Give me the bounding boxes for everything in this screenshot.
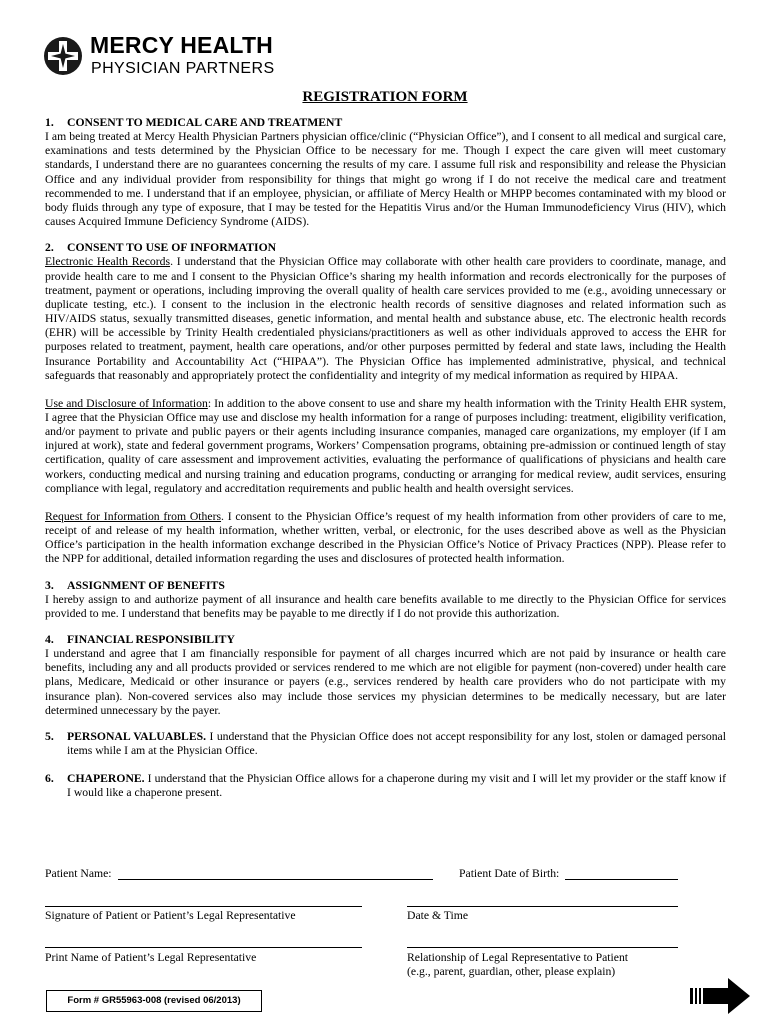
relationship-label: Relationship of Legal Representative to Patient bbox=[407, 951, 629, 964]
print-name-label: Print Name of Patient’s Legal Representative bbox=[45, 951, 257, 964]
mercy-health-logo bbox=[43, 34, 313, 82]
section-number: 4. bbox=[45, 633, 54, 646]
date-time-label: Date & Time bbox=[407, 909, 469, 922]
section-number: 5. bbox=[45, 729, 54, 743]
request-for-information-paragraph bbox=[45, 510, 726, 567]
section-heading: FINANCIAL RESPONSIBILITY bbox=[67, 633, 235, 646]
next-page-arrow-icon[interactable] bbox=[688, 976, 752, 1016]
signature-field[interactable] bbox=[45, 906, 362, 907]
form-title: REGISTRATION FORM bbox=[302, 89, 468, 105]
section-text: I understand that the Physician Office does not accept responsibility for any lost, stolen or damaged personal items while I am at the Physician Office. bbox=[67, 729, 726, 758]
date-of-birth-label: Patient Date of Birth: bbox=[459, 867, 560, 880]
section-text: I understand that the Physician Office allows for a chaperone during my visit and I will let my provider or the staff know if I would like a chaperone present. bbox=[67, 772, 726, 800]
section-assignment-of-benefits bbox=[45, 579, 726, 621]
electronic-health-records-paragraph bbox=[45, 255, 726, 382]
section-heading: ASSIGNMENT OF BENEFITS bbox=[67, 578, 225, 592]
section-heading: CONSENT TO MEDICAL CARE AND TREATMENT bbox=[67, 116, 343, 129]
use-and-disclosure-paragraph bbox=[45, 397, 726, 496]
section-number: 2. bbox=[45, 241, 54, 255]
section-heading: CHAPERONE. bbox=[67, 772, 145, 786]
section-heading: CONSENT TO USE OF INFORMATION bbox=[67, 241, 277, 255]
section-personal-valuables bbox=[45, 730, 726, 758]
paragraph-text: : In addition to the above consent to use and share my health information with the Trinity Health EHR system, I agree that the Physician Office may use and disclose my health information for a range of purposes including: treatment, eligibility verification, and/or payment to private and public payers or their agents including insurance companies, managed care organizations, my employer (if I am injured at work), state and federal government programs, Workers’ Compensation programs, obtaining pre-admission or continued length of stay certification, quality of care assessment and improvement activities, evaluating the performance of qualifications of physicians and health care workers, conducting medical and nursing training and education programs, conducting or arranging for medical review, audit services, ensuring compliance with legal, regulatory and accreditation requirements and public health and health oversight services. bbox=[45, 396, 726, 495]
paragraph-text: . I understand that the Physician Office may collaborate with other health care providers to coordinate, manage, and provide health care to me and I consent to the Physician Office’s sharing my health information and records electronically for the purposes of treatment, payment or operations, including improving the overall quality of health care services provided to me (e.g., avoiding unnecessary or duplicate testing, etc.). I consent to the inclusion in the electronic health records of sensitive diagnoses and related information such as HIV/AIDS status, sexually transmitted diseases, genetic information, and mental health and substance abuse, etc. The electronic health records (EHR) will be accessible by Trinity Health credentialed physicians/practitioners as well as other individuals approved to access the EHR for purposes related to treatment, payment, health care operations, and/or other purposes permitted by federal and state laws, including the Health Insurance Portability and Accountability Act (“HIPAA”). The Physician Office has implemented administrative, physical, and technical safeguards that reasonably and appropriately protect the confidentiality and integrity of my medical information as required by HIPAA. bbox=[45, 255, 726, 382]
section-text: I understand and agree that I am financially responsible for payment of all charges incurred which are not paid by insurance or health care benefits, including any and all products provided or services rendered to me which are not eligible for payment (non-covered) under health care plans, Medicare, Medicaid or other insurance or payers (e.g., services rendered by health care providers who do not participate with my insurance plan). Non-covered services also may include those services my physician determines to be medically necessary, but are later determined unnecessary by the payer. bbox=[45, 647, 726, 717]
section-number: 6. bbox=[45, 772, 54, 786]
section-consent-use-of-information bbox=[45, 241, 726, 566]
subheading-request-for-information: Request for Information from Others bbox=[45, 509, 222, 523]
date-of-birth-field[interactable] bbox=[565, 879, 678, 880]
subheading-use-and-disclosure: Use and Disclosure of Information bbox=[45, 396, 208, 410]
logo-text-line1: MERCY HEALTH bbox=[90, 32, 273, 58]
section-consent-medical-care bbox=[45, 116, 726, 229]
form-number-box: Form # GR55963-008 (revised 06/2013) bbox=[46, 990, 262, 1012]
signature-label: Signature of Patient or Patient’s Legal Representative bbox=[45, 909, 296, 922]
date-time-field[interactable] bbox=[407, 906, 678, 907]
section-number: 3. bbox=[45, 578, 54, 592]
print-name-field[interactable] bbox=[45, 947, 362, 948]
section-chaperone bbox=[45, 772, 726, 800]
patient-name-field[interactable] bbox=[118, 879, 433, 880]
mercy-cross-emblem-icon bbox=[43, 36, 83, 76]
logo-text-line2: PHYSICIAN PARTNERS bbox=[91, 60, 275, 77]
section-heading: PERSONAL VALUABLES. bbox=[67, 729, 207, 743]
relationship-field[interactable] bbox=[407, 947, 678, 948]
paragraph-text: . I consent to the Physician Office’s request of my health information from other providers of care to me, receipt of and release of my health information, whether written, verbal, or electronic, for the uses described above as well as the Physician Office’s participation in the health information exchange described in the Physician Office’s Notice of Privacy Practices (NPP). Please refer to the NPP for additional, detailed information regarding the uses and disclosures of protected health information. bbox=[45, 509, 726, 566]
section-number: 1. bbox=[45, 116, 54, 129]
section-financial-responsibility bbox=[45, 633, 726, 718]
patient-name-label: Patient Name: bbox=[45, 867, 112, 880]
relationship-hint: (e.g., parent, guardian, other, please explain) bbox=[407, 965, 616, 978]
section-text: I hereby assign to and authorize payment of all insurance and health care benefits available to me directly to the Physician Office for services provided to me. I understand that benefits may be payable to me directly if I do not provide this authorization. bbox=[45, 592, 726, 620]
form-body bbox=[45, 116, 726, 801]
subheading-electronic-health-records: Electronic Health Records bbox=[45, 255, 171, 269]
section-text: I am being treated at Mercy Health Physician Partners physician office/clinic (“Physician Office”), and I consent to all medical and surgical care, examinations and tests determined by the Physician Office to be necessary for me. Though I expect the care given will meet customary standards, I understand there are no guarantees concerning the results of my care. I assume full risk and responsibility and release the Physician Office and any individual provider from responsibility for things that might go wrong if I do not receive the medical care and treatment recommended to me. I understand that if an employee, physician, or affiliate of Mercy Health or MHPP becomes contaminated with my blood or body fluids through any type of exposure, that I may be tested for the Hepatitis Virus and/or the Human Immunodeficiency Virus (HIV), which causes Acquired Immune Deficiency Syndrome (AIDS). bbox=[45, 130, 726, 229]
